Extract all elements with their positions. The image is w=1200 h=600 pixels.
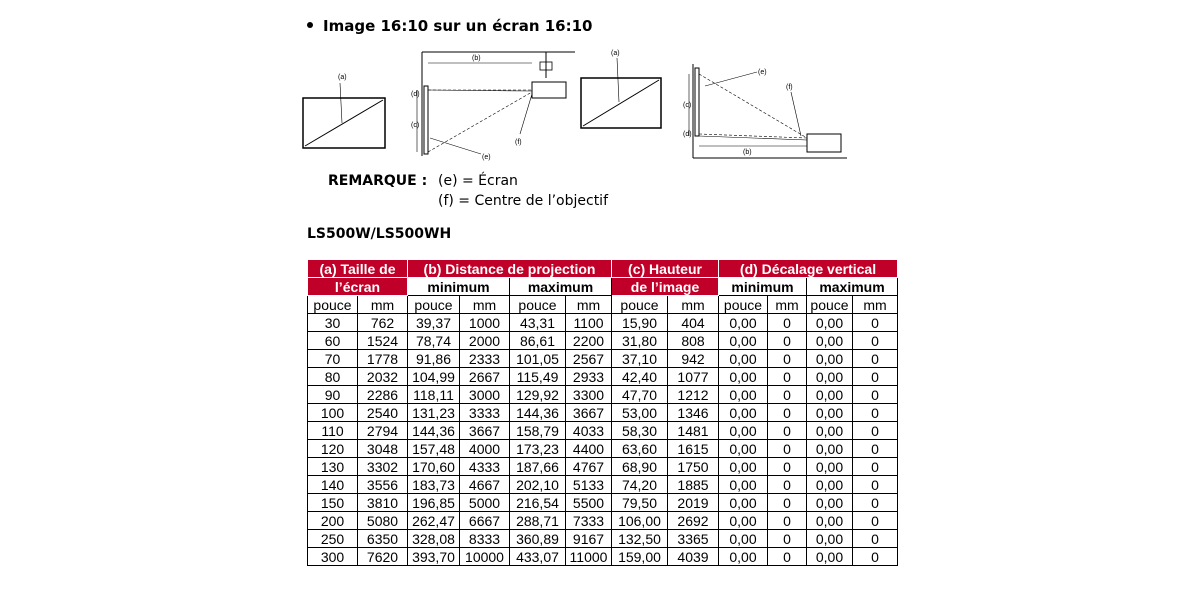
table-cell: 0,00 bbox=[719, 422, 768, 440]
table-cell: 78,74 bbox=[408, 332, 460, 350]
table-cell: 196,85 bbox=[408, 494, 460, 512]
table-cell: 0 bbox=[768, 314, 807, 332]
table-cell: 328,08 bbox=[408, 530, 460, 548]
table-cell: 0 bbox=[853, 440, 898, 458]
table-cell: 0,00 bbox=[807, 332, 853, 350]
table-cell: 808 bbox=[668, 332, 719, 350]
header-distance-max: maximum bbox=[510, 278, 612, 296]
table-cell: 39,37 bbox=[408, 314, 460, 332]
table-cell: 0 bbox=[768, 368, 807, 386]
table-cell: 0,00 bbox=[719, 476, 768, 494]
table-cell: 4400 bbox=[566, 440, 612, 458]
table-row bbox=[308, 476, 898, 494]
table-cell: 129,92 bbox=[510, 386, 566, 404]
table-cell: 3000 bbox=[460, 386, 510, 404]
table-cell: 115,49 bbox=[510, 368, 566, 386]
table-cell: 1750 bbox=[668, 458, 719, 476]
table-cell: 3333 bbox=[460, 404, 510, 422]
unit-header: pouce bbox=[612, 296, 668, 314]
table-cell: 0 bbox=[768, 386, 807, 404]
table-cell: 31,80 bbox=[612, 332, 668, 350]
header-vertical-offset: (d) Décalage vertical bbox=[719, 260, 898, 278]
table-cell: 1778 bbox=[358, 350, 408, 368]
table-cell: 2000 bbox=[460, 332, 510, 350]
table-cell: 0,00 bbox=[719, 530, 768, 548]
table-cell: 3302 bbox=[358, 458, 408, 476]
table-row bbox=[308, 332, 898, 350]
header-screen-size: (a) Taille de bbox=[308, 260, 408, 278]
label-e: (e) bbox=[758, 69, 767, 76]
label-c: (c) bbox=[683, 102, 692, 109]
table-cell: 15,90 bbox=[612, 314, 668, 332]
table-cell: 0,00 bbox=[807, 422, 853, 440]
table-cell: 5133 bbox=[566, 476, 612, 494]
model-name: LS500W/LS500WH bbox=[307, 226, 452, 242]
table-cell: 0 bbox=[853, 314, 898, 332]
table-cell: 762 bbox=[358, 314, 408, 332]
table-cell: 2200 bbox=[566, 332, 612, 350]
table-cell: 144,36 bbox=[408, 422, 460, 440]
table-cell: 3300 bbox=[566, 386, 612, 404]
unit-header: mm bbox=[853, 296, 898, 314]
remarque-label: REMARQUE : bbox=[328, 173, 428, 189]
table-cell: 3556 bbox=[358, 476, 408, 494]
table-cell: 183,73 bbox=[408, 476, 460, 494]
table-cell: 262,47 bbox=[408, 512, 460, 530]
table-cell: 0 bbox=[768, 440, 807, 458]
table-cell: 30 bbox=[308, 314, 358, 332]
floor-mount-diagram bbox=[575, 46, 855, 164]
table-cell: 0 bbox=[768, 332, 807, 350]
table-cell: 4667 bbox=[460, 476, 510, 494]
table-cell: 10000 bbox=[460, 548, 510, 566]
table-cell: 942 bbox=[668, 350, 719, 368]
table-row bbox=[308, 422, 898, 440]
table-cell: 104,99 bbox=[408, 368, 460, 386]
table-cell: 2692 bbox=[668, 512, 719, 530]
table-cell: 0 bbox=[853, 458, 898, 476]
table-cell: 132,50 bbox=[612, 530, 668, 548]
table-cell: 9167 bbox=[566, 530, 612, 548]
table-cell: 216,54 bbox=[510, 494, 566, 512]
table-cell: 0,00 bbox=[807, 404, 853, 422]
table-cell: 79,50 bbox=[612, 494, 668, 512]
header-offset-max: maximum bbox=[807, 278, 898, 296]
table-cell: 200 bbox=[308, 512, 358, 530]
table-cell: 1100 bbox=[566, 314, 612, 332]
label-a: (a) bbox=[338, 74, 347, 81]
label-e: (e) bbox=[482, 154, 491, 161]
table-cell: 404 bbox=[668, 314, 719, 332]
table-cell: 360,89 bbox=[510, 530, 566, 548]
diagonal-arrow bbox=[305, 100, 383, 146]
table-cell: 120 bbox=[308, 440, 358, 458]
table-cell: 7620 bbox=[358, 548, 408, 566]
label-d: (d) bbox=[411, 91, 420, 98]
table-cell: 187,66 bbox=[510, 458, 566, 476]
table-cell: 0,00 bbox=[807, 548, 853, 566]
table-cell: 0 bbox=[853, 422, 898, 440]
table-cell: 6667 bbox=[460, 512, 510, 530]
table-cell: 393,70 bbox=[408, 548, 460, 566]
note-screen: (e) = Écran bbox=[438, 173, 518, 189]
table-row bbox=[308, 548, 898, 566]
table-cell: 4033 bbox=[566, 422, 612, 440]
table-cell: 0 bbox=[853, 386, 898, 404]
table-cell: 11000 bbox=[566, 548, 612, 566]
table-cell: 173,23 bbox=[510, 440, 566, 458]
table-row bbox=[308, 494, 898, 512]
table-cell: 1077 bbox=[668, 368, 719, 386]
table-cell: 3365 bbox=[668, 530, 719, 548]
wall-screen bbox=[424, 86, 428, 154]
table-cell: 140 bbox=[308, 476, 358, 494]
table-cell: 0 bbox=[768, 548, 807, 566]
table-cell: 2933 bbox=[566, 368, 612, 386]
unit-header: mm bbox=[460, 296, 510, 314]
table-cell: 0 bbox=[768, 422, 807, 440]
table-cell: 0,00 bbox=[807, 458, 853, 476]
table-row bbox=[308, 530, 898, 548]
table-cell: 37,10 bbox=[612, 350, 668, 368]
table-cell: 0 bbox=[853, 530, 898, 548]
table-row bbox=[308, 386, 898, 404]
table-cell: 2667 bbox=[460, 368, 510, 386]
table-row bbox=[308, 368, 898, 386]
table-cell: 0 bbox=[853, 350, 898, 368]
table-cell: 0 bbox=[768, 476, 807, 494]
table-cell: 150 bbox=[308, 494, 358, 512]
projection-table bbox=[307, 259, 898, 566]
table-cell: 106,00 bbox=[612, 512, 668, 530]
table-cell: 0,00 bbox=[807, 386, 853, 404]
table-cell: 0 bbox=[768, 494, 807, 512]
table-cell: 0,00 bbox=[807, 530, 853, 548]
table-cell: 4000 bbox=[460, 440, 510, 458]
table-cell: 53,00 bbox=[612, 404, 668, 422]
label-b: (b) bbox=[472, 55, 481, 62]
table-cell: 0,00 bbox=[807, 350, 853, 368]
table-row bbox=[308, 404, 898, 422]
table-cell: 3667 bbox=[460, 422, 510, 440]
table-cell: 0,00 bbox=[807, 368, 853, 386]
table-cell: 0 bbox=[768, 530, 807, 548]
label-c: (c) bbox=[411, 122, 420, 129]
table-cell: 0,00 bbox=[719, 494, 768, 512]
table-cell: 0,00 bbox=[719, 512, 768, 530]
table-cell: 0,00 bbox=[719, 548, 768, 566]
table-cell: 170,60 bbox=[408, 458, 460, 476]
table-cell: 202,10 bbox=[510, 476, 566, 494]
projector-shape bbox=[532, 82, 566, 98]
table-cell: 1212 bbox=[668, 386, 719, 404]
table-cell: 0,00 bbox=[719, 386, 768, 404]
table-cell: 0,00 bbox=[719, 350, 768, 368]
table-cell: 1481 bbox=[668, 422, 719, 440]
table-cell: 63,60 bbox=[612, 440, 668, 458]
table-cell: 2540 bbox=[358, 404, 408, 422]
table-cell: 68,90 bbox=[612, 458, 668, 476]
table-cell: 433,07 bbox=[510, 548, 566, 566]
label-b: (b) bbox=[743, 149, 752, 156]
table-cell: 3667 bbox=[566, 404, 612, 422]
unit-header: mm bbox=[668, 296, 719, 314]
header-row-1 bbox=[308, 260, 898, 278]
table-cell: 101,05 bbox=[510, 350, 566, 368]
table-cell: 288,71 bbox=[510, 512, 566, 530]
table-cell: 86,61 bbox=[510, 332, 566, 350]
label-d: (d) bbox=[683, 131, 692, 138]
table-cell: 2567 bbox=[566, 350, 612, 368]
table-cell: 0,00 bbox=[807, 476, 853, 494]
table-cell: 2019 bbox=[668, 494, 719, 512]
table-cell: 110 bbox=[308, 422, 358, 440]
header-row-2 bbox=[308, 278, 898, 296]
table-cell: 91,86 bbox=[408, 350, 460, 368]
table-cell: 70 bbox=[308, 350, 358, 368]
table-cell: 8333 bbox=[460, 530, 510, 548]
unit-header: pouce bbox=[807, 296, 853, 314]
header-distance-min: minimum bbox=[408, 278, 510, 296]
table-cell: 0 bbox=[853, 332, 898, 350]
table-cell: 0 bbox=[768, 512, 807, 530]
header-screen-size-2: l’écran bbox=[308, 278, 408, 296]
table-cell: 250 bbox=[308, 530, 358, 548]
unit-header: pouce bbox=[408, 296, 460, 314]
table-cell: 47,70 bbox=[612, 386, 668, 404]
unit-header: mm bbox=[768, 296, 807, 314]
table-cell: 0,00 bbox=[807, 494, 853, 512]
header-image-height: (c) Hauteur bbox=[612, 260, 719, 278]
table-cell: 100 bbox=[308, 404, 358, 422]
table-cell: 0,00 bbox=[719, 404, 768, 422]
table-cell: 1885 bbox=[668, 476, 719, 494]
label-a: (a) bbox=[611, 50, 620, 57]
table-row bbox=[308, 458, 898, 476]
table-cell: 0 bbox=[853, 512, 898, 530]
table-cell: 74,20 bbox=[612, 476, 668, 494]
table-cell: 42,40 bbox=[612, 368, 668, 386]
unit-header: pouce bbox=[308, 296, 358, 314]
label-f: (f) bbox=[515, 139, 522, 146]
table-cell: 0 bbox=[768, 458, 807, 476]
table-cell: 6350 bbox=[358, 530, 408, 548]
table-cell: 4767 bbox=[566, 458, 612, 476]
unit-header: mm bbox=[566, 296, 612, 314]
unit-header: pouce bbox=[719, 296, 768, 314]
table-row bbox=[308, 512, 898, 530]
table-cell: 1000 bbox=[460, 314, 510, 332]
table-cell: 1346 bbox=[668, 404, 719, 422]
table-cell: 130 bbox=[308, 458, 358, 476]
table-cell: 5500 bbox=[566, 494, 612, 512]
table-cell: 3810 bbox=[358, 494, 408, 512]
table-cell: 0 bbox=[853, 368, 898, 386]
table-cell: 159,00 bbox=[612, 548, 668, 566]
table-cell: 58,30 bbox=[612, 422, 668, 440]
table-row bbox=[308, 350, 898, 368]
table-cell: 0,00 bbox=[807, 440, 853, 458]
table-cell: 131,23 bbox=[408, 404, 460, 422]
table-cell: 1524 bbox=[358, 332, 408, 350]
table-cell: 0,00 bbox=[719, 314, 768, 332]
table-cell: 0,00 bbox=[807, 512, 853, 530]
table-cell: 158,79 bbox=[510, 422, 566, 440]
table-cell: 2032 bbox=[358, 368, 408, 386]
unit-header: mm bbox=[358, 296, 408, 314]
table-cell: 0 bbox=[768, 404, 807, 422]
table-cell: 0 bbox=[853, 494, 898, 512]
table-cell: 4333 bbox=[460, 458, 510, 476]
projector-shape bbox=[807, 134, 841, 152]
ceiling-mount-diagram bbox=[300, 48, 580, 166]
table-cell: 0 bbox=[768, 350, 807, 368]
header-image-height-2: de l’image bbox=[612, 278, 719, 296]
table-cell: 0,00 bbox=[719, 368, 768, 386]
table-cell: 1615 bbox=[668, 440, 719, 458]
table-cell: 5000 bbox=[460, 494, 510, 512]
table-cell: 118,11 bbox=[408, 386, 460, 404]
table-cell: 144,36 bbox=[510, 404, 566, 422]
table-cell: 60 bbox=[308, 332, 358, 350]
table-cell: 0,00 bbox=[719, 458, 768, 476]
table-cell: 0,00 bbox=[719, 440, 768, 458]
table-cell: 2333 bbox=[460, 350, 510, 368]
table-cell: 90 bbox=[308, 386, 358, 404]
header-offset-min: minimum bbox=[719, 278, 807, 296]
table-cell: 300 bbox=[308, 548, 358, 566]
table-cell: 0 bbox=[853, 548, 898, 566]
label-f: (f) bbox=[786, 84, 793, 91]
header-throw-distance: (b) Distance de projection bbox=[408, 260, 612, 278]
table-cell: 2794 bbox=[358, 422, 408, 440]
table-cell: 0,00 bbox=[719, 332, 768, 350]
table-row bbox=[308, 440, 898, 458]
bullet-icon bbox=[307, 22, 313, 28]
table-cell: 80 bbox=[308, 368, 358, 386]
table-cell: 7333 bbox=[566, 512, 612, 530]
note-lens-center: (f) = Centre de l’objectif bbox=[438, 193, 608, 209]
table-cell: 4039 bbox=[668, 548, 719, 566]
table-cell: 3048 bbox=[358, 440, 408, 458]
table-row bbox=[308, 314, 898, 332]
units-row bbox=[308, 296, 898, 314]
table-cell: 2286 bbox=[358, 386, 408, 404]
table-cell: 0,00 bbox=[807, 314, 853, 332]
unit-header: pouce bbox=[510, 296, 566, 314]
table-cell: 43,31 bbox=[510, 314, 566, 332]
table-cell: 0 bbox=[853, 476, 898, 494]
section-title: Image 16:10 sur un écran 16:10 bbox=[307, 17, 592, 35]
table-cell: 5080 bbox=[358, 512, 408, 530]
table-cell: 157,48 bbox=[408, 440, 460, 458]
table-cell: 0 bbox=[853, 404, 898, 422]
